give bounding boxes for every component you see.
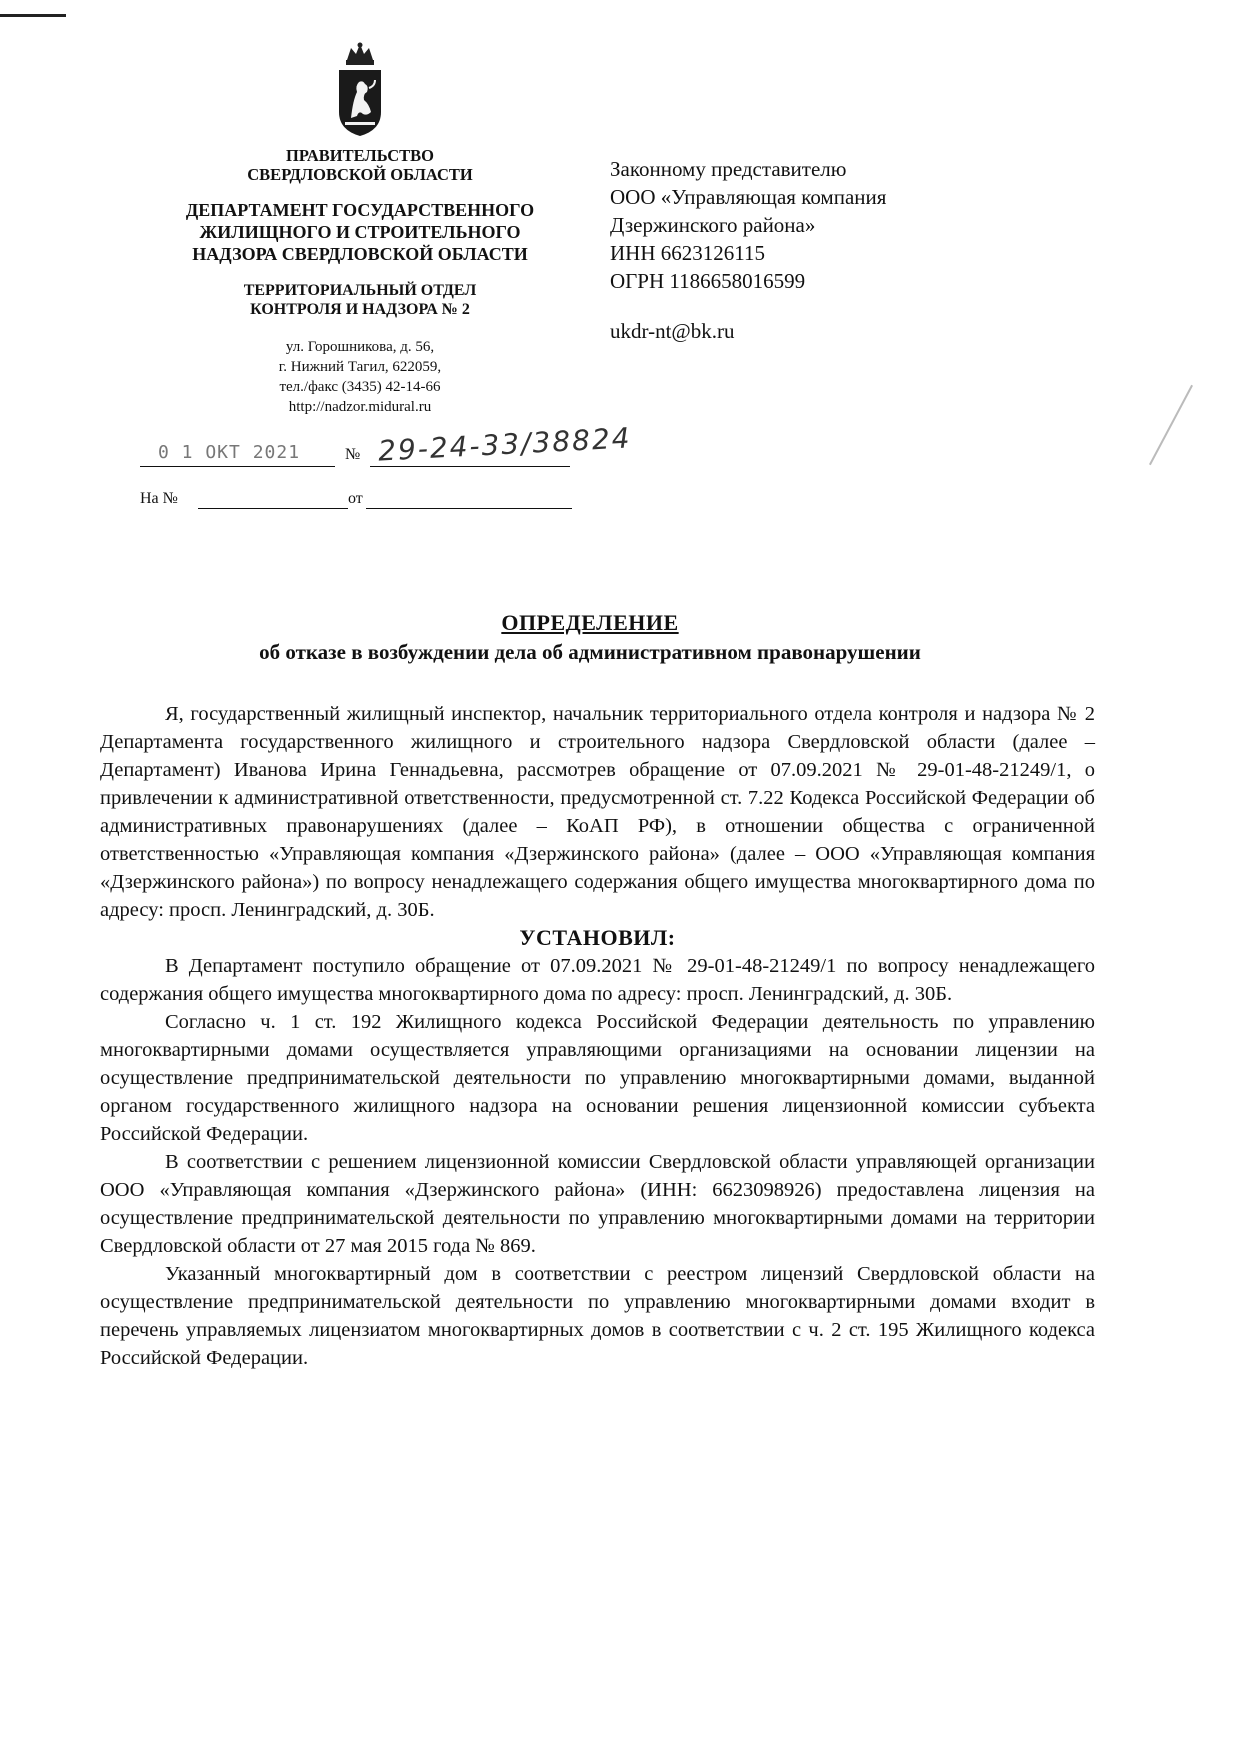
body-paragraph: В Департамент поступило обращение от 07.09.2021 № 29-01-48-21249/1 по вопросу ненадлежащего содержания общего имущества многоквартирного дома по адресу: просп. Ленинградский, д. 30Б.	[100, 955, 1095, 1005]
addressee-line: ООО «Управляющая компания	[610, 185, 887, 209]
addressee-email: ukdr-nt@bk.ru	[610, 319, 735, 343]
title-subheading: об отказе в возбуждении дела об административном правонарушении	[259, 640, 921, 664]
government-name: ПРАВИТЕЛЬСТВО СВЕРДЛОВСКОЙ ОБЛАСТИ	[247, 146, 473, 184]
letterhead	[140, 40, 580, 417]
outgoing-number: 29-24-33/38824	[377, 421, 633, 468]
website-link: http://nadzor.midural.ru	[288, 399, 432, 415]
addressee-ogrn: ОГРН 1186658016599	[610, 269, 806, 293]
body-paragraph: Указанный многоквартирный дом в соответствии с реестром лицензий Свердловской области на осуществление предпринимательской деятельности по управлению многоквартирными домами входит в перечень управляемых лицензиатом многоквартирных домов в соответствии с ч. 2 ст. 195 Жилищного кодекса Российской Федерации.	[100, 1263, 1095, 1369]
addressee-block	[610, 155, 1010, 345]
coat-of-arms-icon	[333, 40, 387, 138]
reply-to-label: На №	[140, 490, 178, 507]
body-paragraph: Согласно ч. 1 ст. 192 Жилищного кодекса Российской Федерации деятельность по управлению многоквартирными домами осуществляется управляющими организациями на основании лицензии на осуществление предпринимательской деятельности по управлению многоквартирными домами, выданной органом государственного жилищного надзора на основании решения лицензионной комиссии субъекта Российской Федерации.	[100, 1011, 1095, 1145]
document-body	[100, 700, 1095, 1372]
unit-name: ТЕРРИТОРИАЛЬНЫЙ ОТДЕЛ КОНТРОЛЯ И НАДЗОРА № 2	[243, 282, 477, 318]
reference-block	[140, 421, 633, 510]
reply-to-line	[198, 486, 348, 509]
title-heading: ОПРЕДЕЛЕНИЕ	[501, 610, 679, 635]
scan-artifact	[0, 14, 66, 17]
document-title	[90, 610, 1090, 665]
from-label: от	[348, 490, 363, 507]
section-heading: УСТАНОВИЛ:	[519, 925, 676, 950]
addressee-inn: ИНН 6623126115	[610, 241, 765, 265]
addressee-line: Дзержинского района»	[610, 213, 816, 237]
date-stamp: 0 1 ОКТ 2021	[158, 442, 301, 463]
number-label: №	[345, 446, 361, 463]
intro-paragraph: Я, государственный жилищный инспектор, начальник территориального отдела контроля и надзора № 2 Департамента государственного жилищного и строительного надзора Свердловской области (далее – Департамент) Иванова Ирина Геннадьевна, рассмотрев обращение от 07.09.2021 № 29-01-48-21249/1, о привлечении к административной ответственности, предусмотренной ст. 7.22 Кодекса Российской Федерации об административных правонарушениях (далее – КоАП РФ), в отношении общества с ограниченной ответственностью «Управляющая компания «Дзержинского района» (далее – ООО «Управляющая компания «Дзержинского района») по вопросу ненадлежащего содержания общего имущества многоквартирного дома по адресу: просп. Ленинградский, д. 30Б.	[100, 703, 1095, 921]
department-address: ул. Горошникова, д. 56, г. Нижний Тагил, 622059, тел./факс (3435) 42-14-66 http://nadzor.midural.ru	[140, 337, 580, 417]
addressee-line: Законному представителю	[610, 157, 847, 181]
body-paragraph: В соответствии с решением лицензионной комиссии Свердловской области управляющей организации ООО «Управляющая компания «Дзержинского района» (ИНН: 6623098926) предоставлена лицензия на осуществление предпринимательской деятельности по управлению многоквартирными домами на территории Свердловской области от 27 мая 2015 года № 869.	[100, 1151, 1095, 1257]
department-name: ДЕПАРТАМЕНТ ГОСУДАРСТВЕННОГО ЖИЛИЩНОГО И СТРОИТЕЛЬНОГО НАДЗОРА СВЕРДЛОВСКОЙ ОБЛАСТИ	[185, 200, 535, 264]
scan-artifact	[1149, 385, 1193, 465]
from-line	[366, 486, 572, 509]
